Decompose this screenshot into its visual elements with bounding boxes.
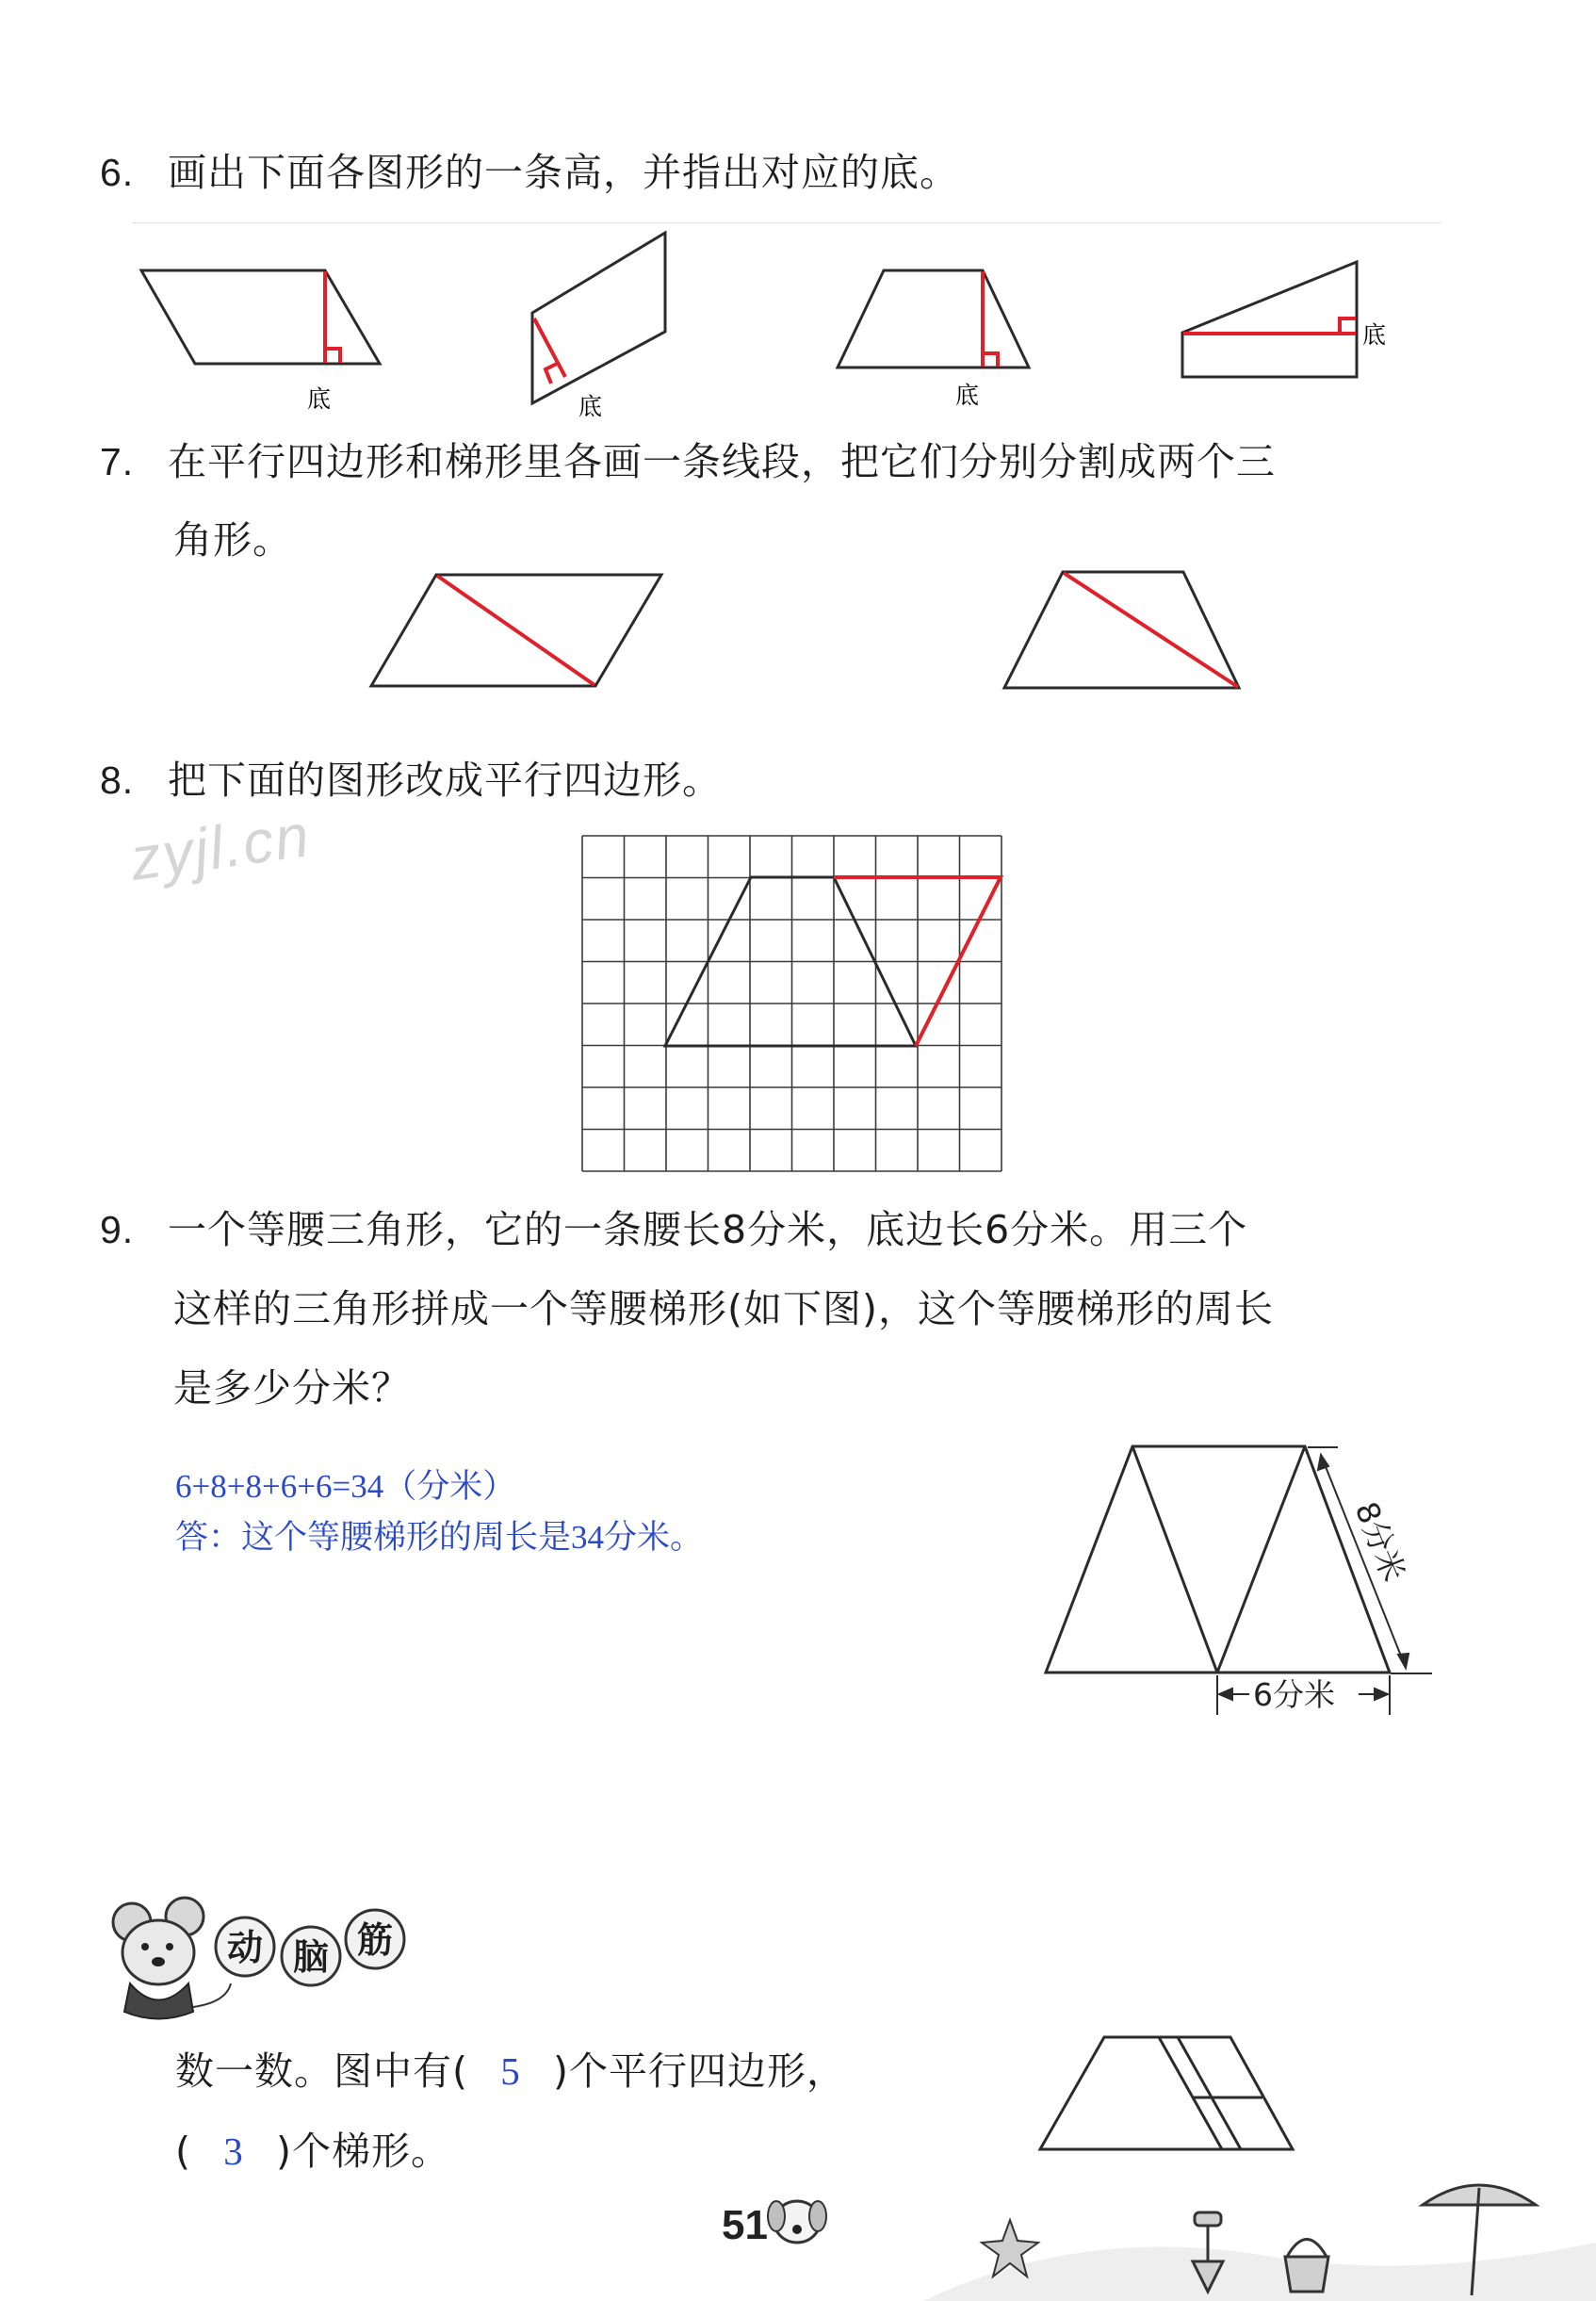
- q6-height-2: [534, 318, 565, 384]
- watermark: zyjl.cn: [125, 801, 315, 893]
- brain-text: )个平行四边形，: [553, 2048, 846, 2094]
- brain-teaser-title: [216, 1910, 404, 1985]
- base-length-label: 6分米: [1253, 1676, 1335, 1713]
- base-label: 底: [1362, 321, 1387, 349]
- brain-text: )个梯形。: [276, 2129, 450, 2174]
- brain-text: (: [175, 2129, 191, 2174]
- brain-teaser-figure: [1040, 2037, 1293, 2149]
- brain-title-char: 筋: [356, 1919, 394, 1961]
- question-text: 画出下面各图形的一条高，并指出对应的底。: [168, 150, 959, 195]
- question-number: 7.: [100, 440, 135, 483]
- brain-text: 数一数。图中有(: [175, 2048, 468, 2094]
- q6-parallelogram-1: [141, 270, 380, 364]
- question-number: 9.: [100, 1208, 135, 1251]
- answer-sentence: 答：这个等腰梯形的周长是34分米。: [175, 1519, 704, 1556]
- q7-trapezoid: [1004, 572, 1239, 688]
- question-9-line2: 这样的三角形拼成一个等腰梯形(如下图)，这个等腰梯形的周长: [173, 1286, 1274, 1331]
- brain-title-char: 动: [226, 1927, 264, 1968]
- bucket-icon: [1285, 2240, 1328, 2293]
- q7-diagonal-1: [437, 576, 594, 685]
- question-text: 一个等腰三角形，它的一条腰长8分米，底边长6分米。用三个: [168, 1207, 1248, 1252]
- side-length-label: 8分米: [1347, 1496, 1413, 1587]
- mouse-mascot-icon: [113, 1898, 231, 2019]
- question-text: 把下面的图形改成平行四边形。: [168, 758, 722, 803]
- answer-parallelograms: 5: [500, 2049, 521, 2093]
- brain-title-char: 脑: [292, 1936, 330, 1978]
- answer-equation: 6+8+8+6+6=34（分米）: [175, 1468, 516, 1505]
- question-text: 在平行四边形和梯形里各画一条线段，把它们分别分割成两个三: [168, 439, 1276, 484]
- base-label: 底: [307, 385, 332, 413]
- question-7-line2: 角形。: [173, 517, 292, 563]
- q6-parallelogram-2: [532, 233, 665, 403]
- question-number: 8.: [100, 759, 135, 802]
- question-9-line3: 是多少分米？: [173, 1365, 411, 1411]
- answer-trapezoids: 3: [223, 2130, 244, 2173]
- q6-right-trapezoid: [1182, 262, 1357, 377]
- base-label: 底: [955, 382, 980, 409]
- page-number: 51: [722, 2202, 768, 2248]
- base-label: 底: [578, 393, 603, 420]
- q6-trapezoid: [838, 270, 1029, 367]
- question-number: 6.: [100, 151, 135, 194]
- puppy-icon: [768, 2201, 826, 2243]
- q9-trapezoid-figure: [1046, 1446, 1390, 1673]
